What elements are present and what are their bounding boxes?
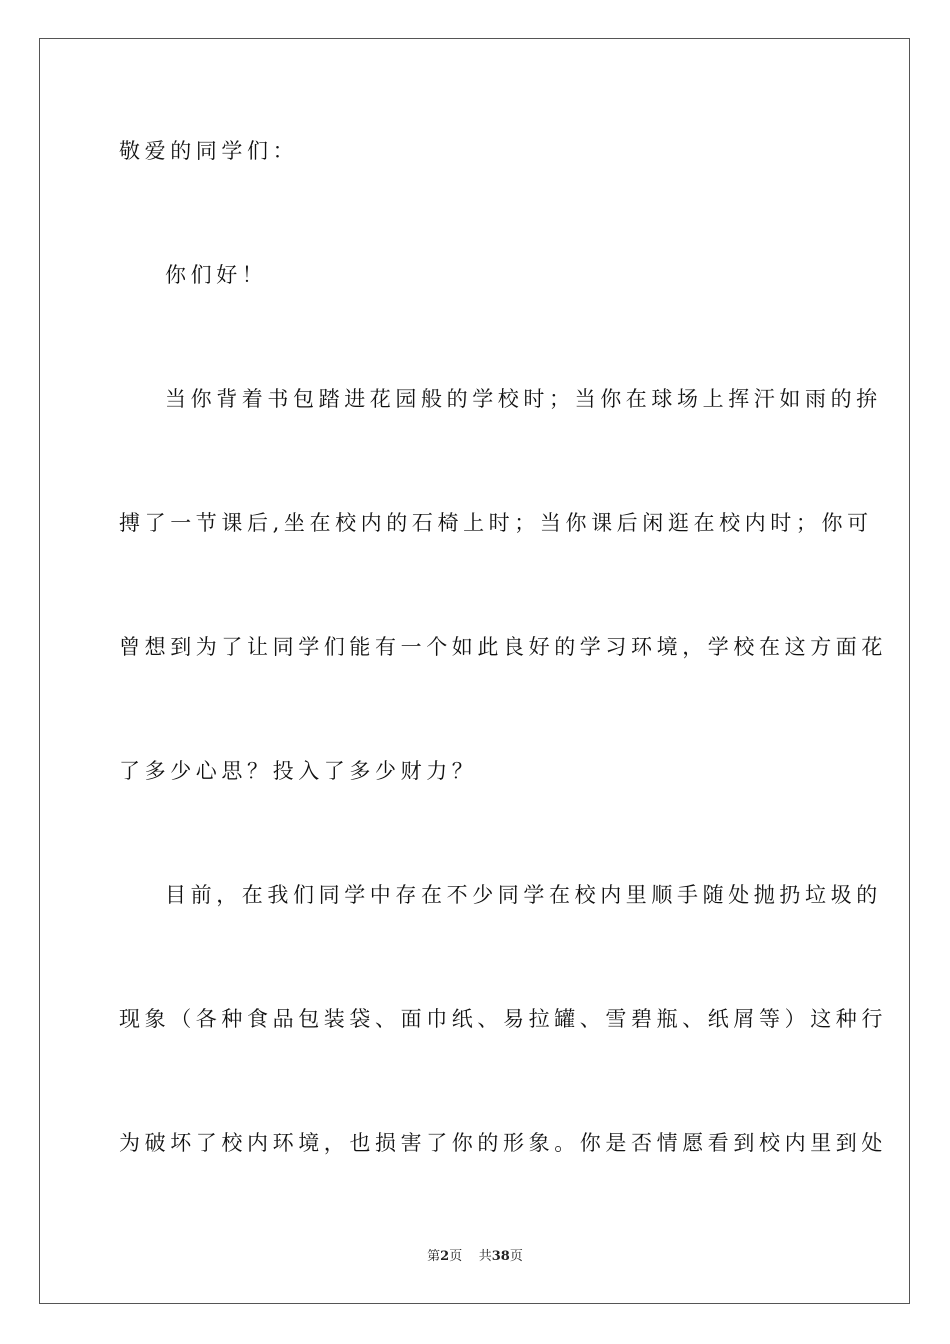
- paragraph-line: 为破坏了校内环境，也损害了你的形象。你是否情愿看到校内里到处: [119, 1131, 887, 1155]
- paragraph-line: 搏了一节课后,坐在校内的石椅上时；当你课后闲逛在校内时；你可: [119, 511, 873, 535]
- page-number: 2: [440, 1249, 450, 1264]
- total-prefix: 共: [478, 1249, 492, 1264]
- paragraph-line: 当你背着书包踏进花园般的学校时；当你在球场上挥汗如雨的拚: [165, 387, 882, 411]
- paragraph-line: 现象（各种食品包装袋、面巾纸、易拉罐、雪碧瓶、纸屑等）这种行: [119, 1007, 887, 1031]
- paragraph-line: 了多少心思？投入了多少财力？: [119, 759, 478, 783]
- page-prefix: 第: [427, 1249, 441, 1264]
- paragraph-line: 目前，在我们同学中存在不少同学在校内里顺手随处抛扔垃圾的: [165, 883, 882, 907]
- page-border: [39, 38, 910, 1304]
- salutation: 敬爱的同学们：: [119, 139, 299, 163]
- page-footer: [0, 1248, 950, 1266]
- page-suffix: 页: [449, 1249, 463, 1264]
- total-pages: 38: [491, 1249, 510, 1264]
- paragraph-line: 曾想到为了让同学们能有一个如此良好的学习环境，学校在这方面花: [119, 635, 887, 659]
- total-suffix: 页: [509, 1249, 523, 1264]
- greeting: 你们好！: [165, 263, 268, 287]
